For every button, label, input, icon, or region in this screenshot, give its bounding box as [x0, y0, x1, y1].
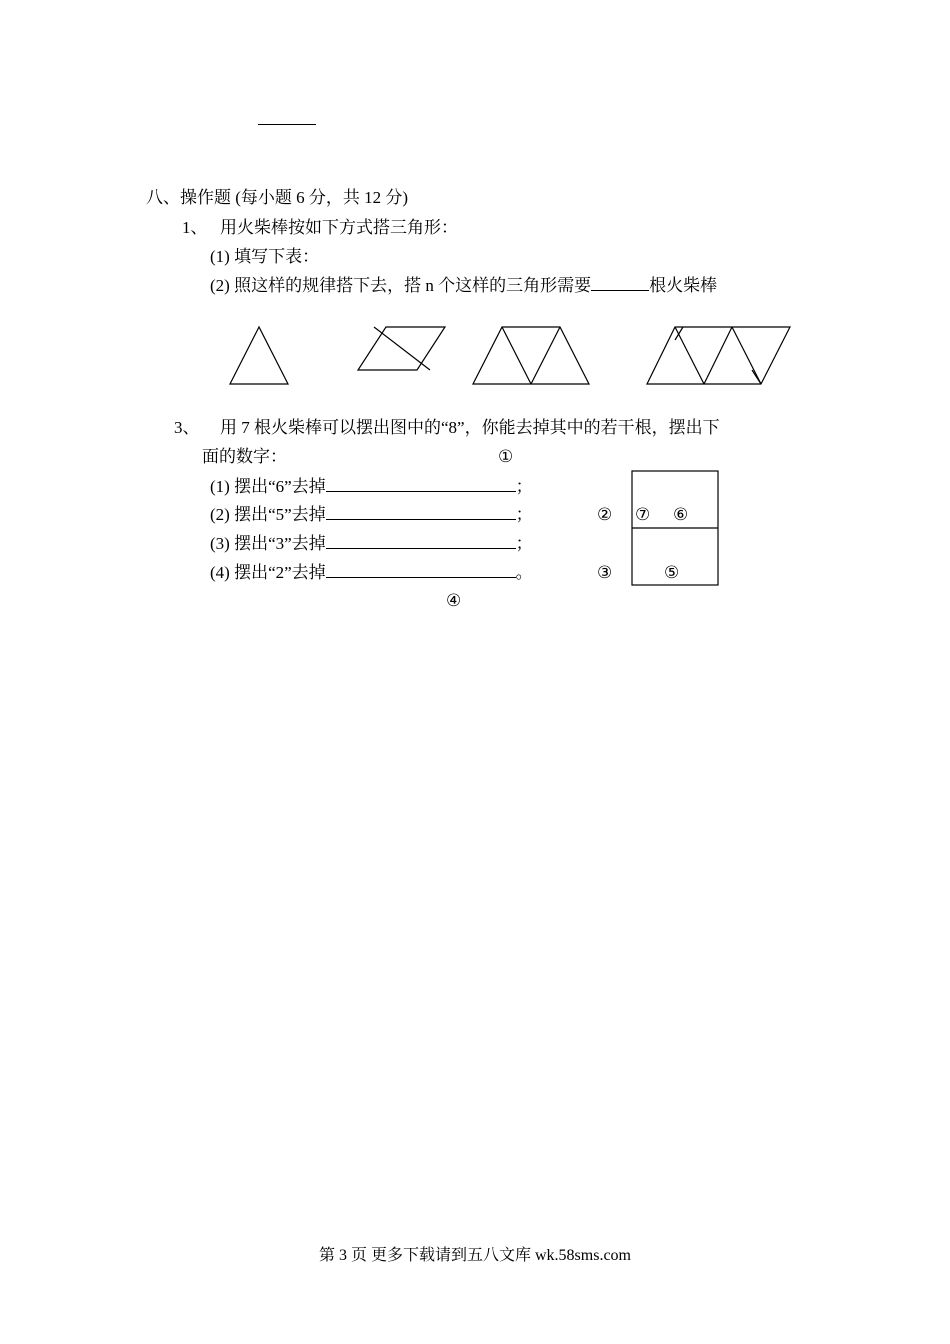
circled-label-5: ⑤: [664, 563, 680, 582]
matchstick-triangle-1: [230, 327, 288, 384]
item-label: (1) 摆出“6”去掉: [210, 477, 326, 496]
item-label: (2) 摆出“5”去掉: [210, 505, 326, 524]
circled-label-3: ③: [597, 563, 613, 582]
question-3-item-3: [210, 534, 533, 554]
answer-blank[interactable]: [326, 477, 516, 492]
question-3-text-line1: 用 7 根火柴棒可以摆出图中的“8”，你能去掉其中的若干根，摆出下: [220, 418, 720, 437]
answer-blank[interactable]: [326, 563, 516, 578]
question-1-sub2-after: 根火柴棒: [649, 276, 718, 295]
answer-blank[interactable]: [326, 534, 516, 549]
question-3-item-4: [210, 563, 533, 583]
question-3-item-2: [210, 505, 533, 525]
item-label: (3) 摆出“3”去掉: [210, 534, 326, 553]
item-label: (4) 摆出“2”去掉: [210, 563, 326, 582]
item-end: ；: [515, 505, 533, 524]
question-3-number: 3、: [174, 418, 200, 437]
question-1-text: 用火柴棒按如下方式搭三角形：: [220, 218, 458, 237]
item-end: 。: [515, 563, 533, 582]
section-heading: 八、操作题 (每小题 6 分，共 12 分): [146, 188, 409, 207]
page-footer: 第 3 页 更多下载请到五八文库 wk.58sms.com: [318, 1247, 631, 1264]
circled-label-2: ②: [597, 505, 613, 524]
question-3-text-line2: 面的数字：: [202, 447, 287, 466]
answer-blank[interactable]: [326, 505, 516, 520]
question-3-item-1: [210, 477, 533, 497]
question-1-sub2-before: (2) 照这样的规律搭下去，搭 n 个这样的三角形需要: [210, 276, 592, 295]
circled-label-4: ④: [446, 591, 462, 610]
question-1-sub1: (1) 填写下表：: [210, 247, 320, 266]
circled-label-7: ⑦: [635, 505, 651, 524]
matchstick-diagonal: [374, 327, 430, 370]
item-end: ；: [515, 534, 533, 553]
circled-label-6: ⑥: [673, 505, 689, 524]
circled-label-1: ①: [498, 447, 514, 466]
question-1-number: 1、: [182, 218, 208, 237]
item-end: ；: [515, 477, 533, 496]
matchstick-figure-3: [473, 327, 589, 384]
